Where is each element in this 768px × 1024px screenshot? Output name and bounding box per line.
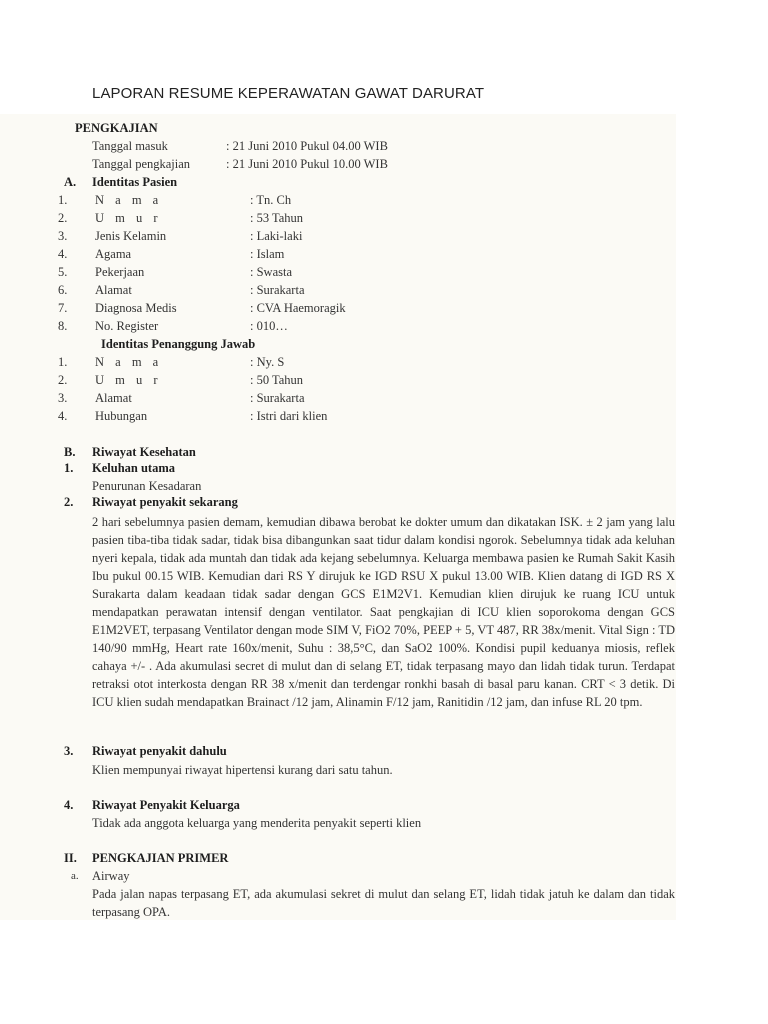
list-item-number: 7.: [58, 301, 68, 315]
list-item-label: Diagnosa Medis: [95, 301, 177, 315]
list-item-label: Jenis Kelamin: [95, 229, 167, 243]
list-item-value: : 53 Tahun: [250, 211, 304, 225]
list-item-label: Agama: [95, 247, 132, 261]
list-item-label: U m u r: [95, 373, 162, 387]
list-item-label: Alamat: [95, 391, 132, 405]
riwayat-kesehatan-heading: Riwayat Kesehatan: [92, 445, 196, 459]
list-item-value: : Ny. S: [250, 355, 285, 369]
list-item-number: 1.: [58, 193, 68, 207]
subsection-number: 1.: [64, 461, 74, 475]
list-item-number: 3.: [58, 229, 68, 243]
list-item-label: No. Register: [95, 319, 159, 333]
list-item-number: 1.: [58, 355, 68, 369]
pengkajian-primer-heading: PENGKAJIAN PRIMER: [92, 851, 229, 865]
tanggal-pengkajian-value: : 21 Juni 2010 Pukul 10.00 WIB: [226, 157, 388, 171]
list-item-number: 4.: [58, 409, 68, 423]
list-item-number: 4.: [58, 247, 68, 261]
list-item-value: : Istri dari klien: [250, 409, 328, 423]
list-item-number: 3.: [58, 391, 68, 405]
tanggal-masuk-label: Tanggal masuk: [92, 139, 168, 153]
list-item-value: : 010…: [250, 319, 288, 333]
list-item-number: 8.: [58, 319, 68, 333]
pengkajian-heading: PENGKAJIAN: [75, 121, 158, 135]
tanggal-pengkajian-label: Tanggal pengkajian: [92, 157, 191, 171]
section-a-marker: A.: [64, 175, 77, 189]
identitas-penanggung-heading: Identitas Penanggung Jawab: [101, 337, 256, 351]
keluhan-utama-text: Penurunan Kesadaran: [92, 479, 202, 493]
list-item-number: 2.: [58, 373, 68, 387]
riwayat-dahulu-text: Klien mempunyai riwayat hipertensi kurang dari satu tahun.: [92, 763, 393, 777]
document-title: LAPORAN RESUME KEPERAWATAN GAWAT DARURAT: [92, 85, 485, 102]
riwayat-keluarga-text: Tidak ada anggota keluarga yang menderita penyakit seperti klien: [92, 816, 422, 830]
list-item-value: : Surakarta: [250, 283, 305, 297]
subsection-number: 2.: [64, 495, 74, 509]
airway-heading: Airway: [92, 869, 130, 883]
riwayat-sekarang-heading: Riwayat penyakit sekarang: [92, 495, 238, 509]
riwayat-keluarga-heading: Riwayat Penyakit Keluarga: [92, 798, 240, 812]
airway-text: Pada jalan napas terpasang ET, ada akumulasi sekret di mulut dan selang ET, lidah tidak jatuh ke dalam dan tidak terpasang OPA.: [92, 887, 675, 919]
section-ii-marker: II.: [64, 851, 77, 865]
subsection-number: 4.: [64, 798, 74, 812]
riwayat-sekarang-text: 2 hari sebelumnya pasien demam, kemudian dibawa berobat ke dokter umum dan dikatakan ISK. ± 2 jam yang lalu pasien tiba-tiba tidak sadar, tidak bisa dibangunkan saat tidur dalam kondisi ngorok. Sebelumnya tidak ada keluhan nyeri kepala, tidak ada muntah dan tidak ada kejang sebelumnya. Keluarga membawa pasien ke Rumah Sakit Kasih Ibu pukul 00.15 WIB. Kemudian dari RS Y dirujuk ke IGD RSU X pukul 13.00 WIB. Klien datang di IGD RS X Surakarta dalam keadaan tidak sadar dengan GCS E1M2V1. Kemudian klien dirujuk ke ruang ICU untuk mendapatkan perawatan intensif dengan ventilator. Saat pengkajian di ICU klien soporokoma dengan GCS E1M2VET, terpasang Ventilator dengan mode SIM V, FiO2 70%, PEEP + 5, VT 487, RR 38x/menit. Vital Sign : TD 140/90 mmHg, Heart rate 160x/menit, Suhu : 38,5°C, dan SaO2 100%. Kondisi pupil keduanya miosis, reflek cahaya +/- . Ada akumulasi secret di mulut dan di selang ET, tidak terpasang mayo dan lidah tidak turun. Terdapat retraksi otot interkosta dengan RR 38 x/menit dan terdengar ronkhi basah di basal paru kanan. CRT < 3 detik. Di ICU klien sudah mendapatkan Brainact /12 jam, Alinamin F/12 jam, Ranitidin /12 jam, dan infuse RL 20 tpm.: [92, 515, 675, 709]
list-item-label: N a m a: [95, 355, 163, 369]
document-body: [0, 114, 676, 920]
list-item-value: : Islam: [250, 247, 285, 261]
subsection-number: 3.: [64, 744, 74, 758]
list-item-label: Hubungan: [95, 409, 148, 423]
riwayat-dahulu-heading: Riwayat penyakit dahulu: [92, 744, 227, 758]
list-item-label: N a m a: [95, 193, 163, 207]
list-item-label: Pekerjaan: [95, 265, 145, 279]
identitas-pasien-heading: Identitas Pasien: [92, 175, 178, 189]
list-item-value: : CVA Haemoragik: [250, 301, 346, 315]
list-item-number: 5.: [58, 265, 68, 279]
list-item-value: : Surakarta: [250, 391, 305, 405]
list-item-value: : Tn. Ch: [250, 193, 292, 207]
keluhan-utama-heading: Keluhan utama: [92, 461, 176, 475]
list-item-value: : 50 Tahun: [250, 373, 304, 387]
list-item-number: 2.: [58, 211, 68, 225]
list-item-value: : Swasta: [250, 265, 293, 279]
list-item-value: : Laki-laki: [250, 229, 303, 243]
list-item-label: Alamat: [95, 283, 132, 297]
section-b-marker: B.: [64, 445, 76, 459]
list-item-number: 6.: [58, 283, 68, 297]
list-item-label: U m u r: [95, 211, 162, 225]
airway-marker: a.: [71, 870, 79, 882]
tanggal-masuk-value: : 21 Juni 2010 Pukul 04.00 WIB: [226, 139, 388, 153]
